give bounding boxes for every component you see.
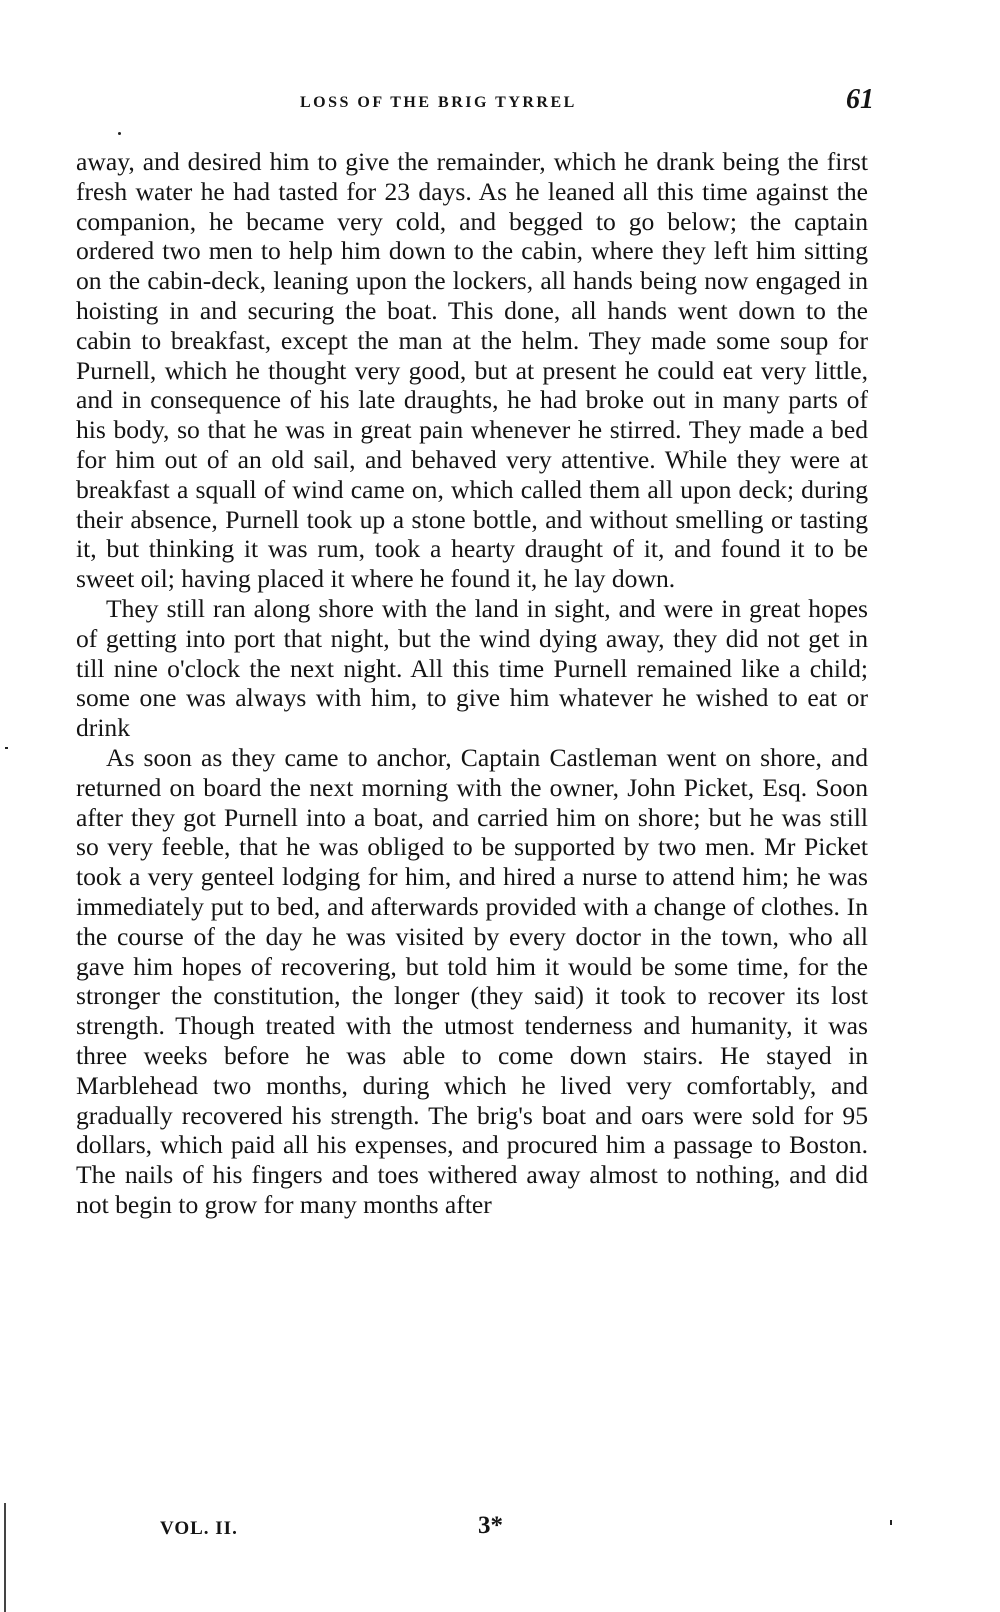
page-edge-line xyxy=(4,1503,6,1612)
running-title: LOSS OF THE BRIG TYRREL xyxy=(300,94,577,111)
paragraph: away, and desired him to give the remainder, which he drank being the first fresh water he had tasted for 23 days. As he leaned all this time against the companion, he became very cold, and begged to go below; the captain ordered two men to help him down to the cabin, where they left him sitting on the cabin-deck, leaning upon the lockers, all hands being now engaged in hoisting in and securing the boat. This done, all hands went down to the cabin to breakfast, except the man at the helm. They made some soup for Purnell, which he thought very good, but at present he could eat very little, and in consequence of his late draughts, he had broke out in many parts of his body, so that he was in great pain whenever he stirred. They made a bed for him out of an old sail, and behaved very attentive. While they were at breakfast a squall of wind came on, which called them all upon deck; during their absence, Purnell took up a stone bottle, and without smelling or tasting it, but thinking it was rum, took a hearty draught of it, and found it to be sweet oil; having placed it where he found it, he lay down. xyxy=(76,147,868,594)
page-body xyxy=(76,147,868,1220)
volume-mark: VOL. II. xyxy=(160,1518,238,1539)
ink-speck xyxy=(118,132,121,135)
signature-mark: 3* xyxy=(478,1512,503,1539)
ink-speck xyxy=(890,1520,892,1525)
page-number: 61 xyxy=(846,84,874,115)
paragraph: They still ran along shore with the land in sight, and were in great hopes of getting into port that night, but the wind dying away, they did not get in till nine o'clock the next night. All this time Purnell remained like a child; some one was always with him, to give him whatever he wished to eat or drink xyxy=(76,593,868,743)
ink-speck xyxy=(5,747,8,749)
paragraph: As soon as they came to anchor, Captain Castleman went on shore, and returned on board the next morning with the owner, John Picket, Esq. Soon after they got Purnell into a boat, and carried him on shore; but he was still so very feeble, that he was obliged to be supported by two men. Mr Picket took a very genteel lodging for him, and hired a nurse to attend him; he was immediately put to bed, and afterwards provided with a change of clothes. In the course of the day he was visited by every doctor in the town, who all gave him hopes of recovering, but told him it would be some time, for the stronger the constitution, the longer (they said) it took to recover its lost strength. Though treated with the utmost tenderness and humanity, it was three weeks before he was able to come down stairs. He stayed in Marblehead two months, during which he lived very comfortably, and gradually recovered his strength. The brig's boat and oars were sold for 95 dollars, which paid all his expenses, and procured him a passage to Boston. The nails of his fingers and toes withered away almost to nothing, and did not begin to grow for many months after xyxy=(76,742,868,1219)
